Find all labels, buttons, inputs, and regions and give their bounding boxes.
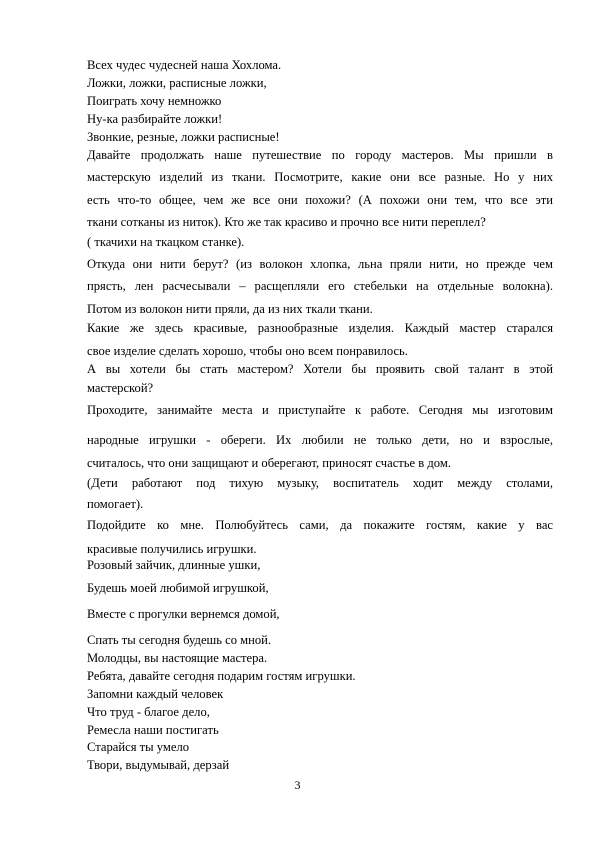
text-line: Какие же здесь красивые, разнообразные изделия. Каждый мастер старался — [87, 321, 553, 335]
text-line: считалось, что они защищают и оберегают, приносят счастье в дом. — [87, 456, 451, 470]
text-line: Твори, выдумывай, дерзай — [87, 758, 230, 772]
page-number: 3 — [294, 778, 301, 792]
text-line: прясть, лен расчесывали – расщепляли его стебельки на отдельные волокна). — [87, 279, 553, 293]
text-line: Розовый зайчик, длинные ушки, — [87, 558, 261, 572]
text-line: Вместе с прогулки вернемся домой, — [87, 607, 280, 621]
text-line: мастерскую изделий из ткани. Посмотрите, какие они все разные. Но у них — [87, 170, 553, 184]
text-line: свое изделие сделать хорошо, чтобы оно всем понравилось. — [87, 344, 408, 358]
text-line: Ребята, давайте сегодня подарим гостям игрушки. — [87, 669, 356, 683]
text-line: Старайся ты умело — [87, 740, 190, 754]
text-line: Молодцы, вы настоящие мастера. — [87, 651, 268, 665]
text-line: Поиграть хочу немножко — [87, 94, 222, 108]
text-line: Ну-ка разбирайте ложки! — [87, 112, 223, 126]
text-line: мастерской? — [87, 381, 154, 395]
text-line: Потом из волокон нити пряли, да из них ткали ткани. — [87, 302, 373, 316]
text-line: Будешь моей любимой игрушкой, — [87, 581, 269, 595]
text-line: Ремесла наши постигать — [87, 723, 219, 737]
text-line: Запомни каждый человек — [87, 687, 224, 701]
text-line: Спать ты сегодня будешь со мной. — [87, 633, 272, 647]
text-line: А вы хотели бы стать мастером? Хотели бы проявить свой талант в этой — [87, 362, 553, 376]
text-line: ( ткачихи на ткацком станке). — [87, 235, 245, 249]
text-line: Откуда они нити берут? (из волокон хлопка, льна пряли нити, но прежде чем — [87, 257, 553, 271]
text-line: помогает). — [87, 497, 144, 511]
text-line: Проходите, занимайте места и приступайте к работе. Сегодня мы изготовим — [87, 403, 553, 417]
text-line: Всех чудес чудесней наша Хохлома. — [87, 58, 282, 72]
text-line: народные игрушки - обереги. Их любили не только дети, но и взрослые, — [87, 433, 553, 447]
text-line: Что труд - благое дело, — [87, 705, 210, 719]
text-line: Давайте продолжать наше путешествие по городу мастеров. Мы пришли в — [87, 148, 553, 162]
text-line: ткани сотканы из ниток). Кто же так красиво и прочно все нити переплел? — [87, 215, 486, 229]
text-line: Ложки, ложки, расписные ложки, — [87, 76, 267, 90]
text-line: есть что-то общее, чем же все они похожи? (А похожи они тем, что все эти — [87, 193, 553, 207]
text-line: Подойдите ко мне. Полюбуйтесь сами, да покажите гостям, какие у вас — [87, 518, 553, 532]
text-line: красивые получились игрушки. — [87, 542, 257, 556]
text-line: (Дети работают под тихую музыку, воспитатель ходит между столами, — [87, 476, 553, 490]
text-line: Звонкие, резные, ложки расписные! — [87, 130, 280, 144]
